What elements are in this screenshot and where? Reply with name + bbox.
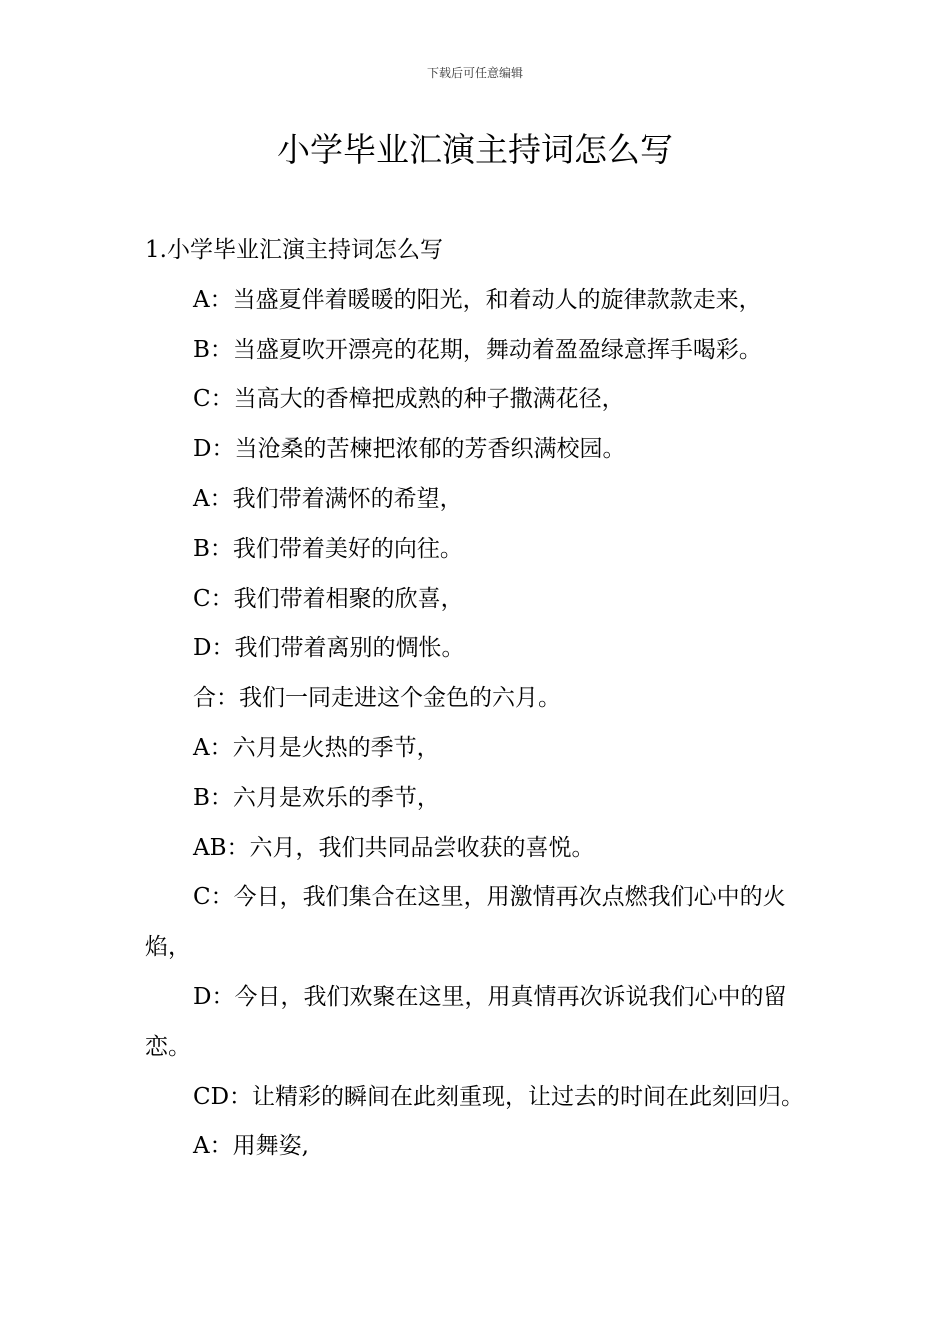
script-line: D：今日，我们欢聚在这里，用真情再次诉说我们心中的留恋。 [145, 983, 787, 1060]
script-line: C：当高大的香樟把成熟的种子撒满花径， [193, 386, 625, 413]
page-header-note: 下载后可任意编辑 [426, 66, 523, 80]
script-line: B：当盛夏吹开漂亮的花期，舞动着盈盈绿意挥手喝彩。 [193, 336, 762, 363]
script-line: AB：六月，我们共同品尝收获的喜悦。 [193, 834, 595, 861]
script-line: A：我们带着满怀的希望， [193, 485, 463, 512]
script-line: C：我们带着相聚的欣喜， [193, 585, 464, 612]
script-line: B：六月是欢乐的季节， [193, 784, 440, 811]
script-line: A：当盛夏伴着暖暖的阳光，和着动人的旋律款款走来， [193, 286, 762, 313]
script-line: A：用舞姿, [193, 1133, 309, 1160]
script-line: CD：让精彩的瞬间在此刻重现，让过去的时间在此刻回归。 [193, 1083, 805, 1110]
script-line: D：当沧桑的苦楝把浓郁的芳香织满校园。 [193, 436, 626, 463]
script-line: D：我们带着离别的惆怅。 [193, 635, 465, 662]
script-line: 合：我们一同走进这个金色的六月。 [193, 685, 561, 712]
document-body [145, 226, 810, 1172]
document-title: 小学毕业汇演主持词怎么写 [277, 130, 673, 169]
script-line: C：今日，我们集合在这里，用激情再次点燃我们心中的火焰， [145, 884, 786, 961]
script-line: B：我们带着美好的向往。 [193, 535, 463, 562]
section-heading: 1.小学毕业汇演主持词怎么写 [145, 237, 443, 263]
script-line: A：六月是火热的季节， [193, 734, 440, 761]
